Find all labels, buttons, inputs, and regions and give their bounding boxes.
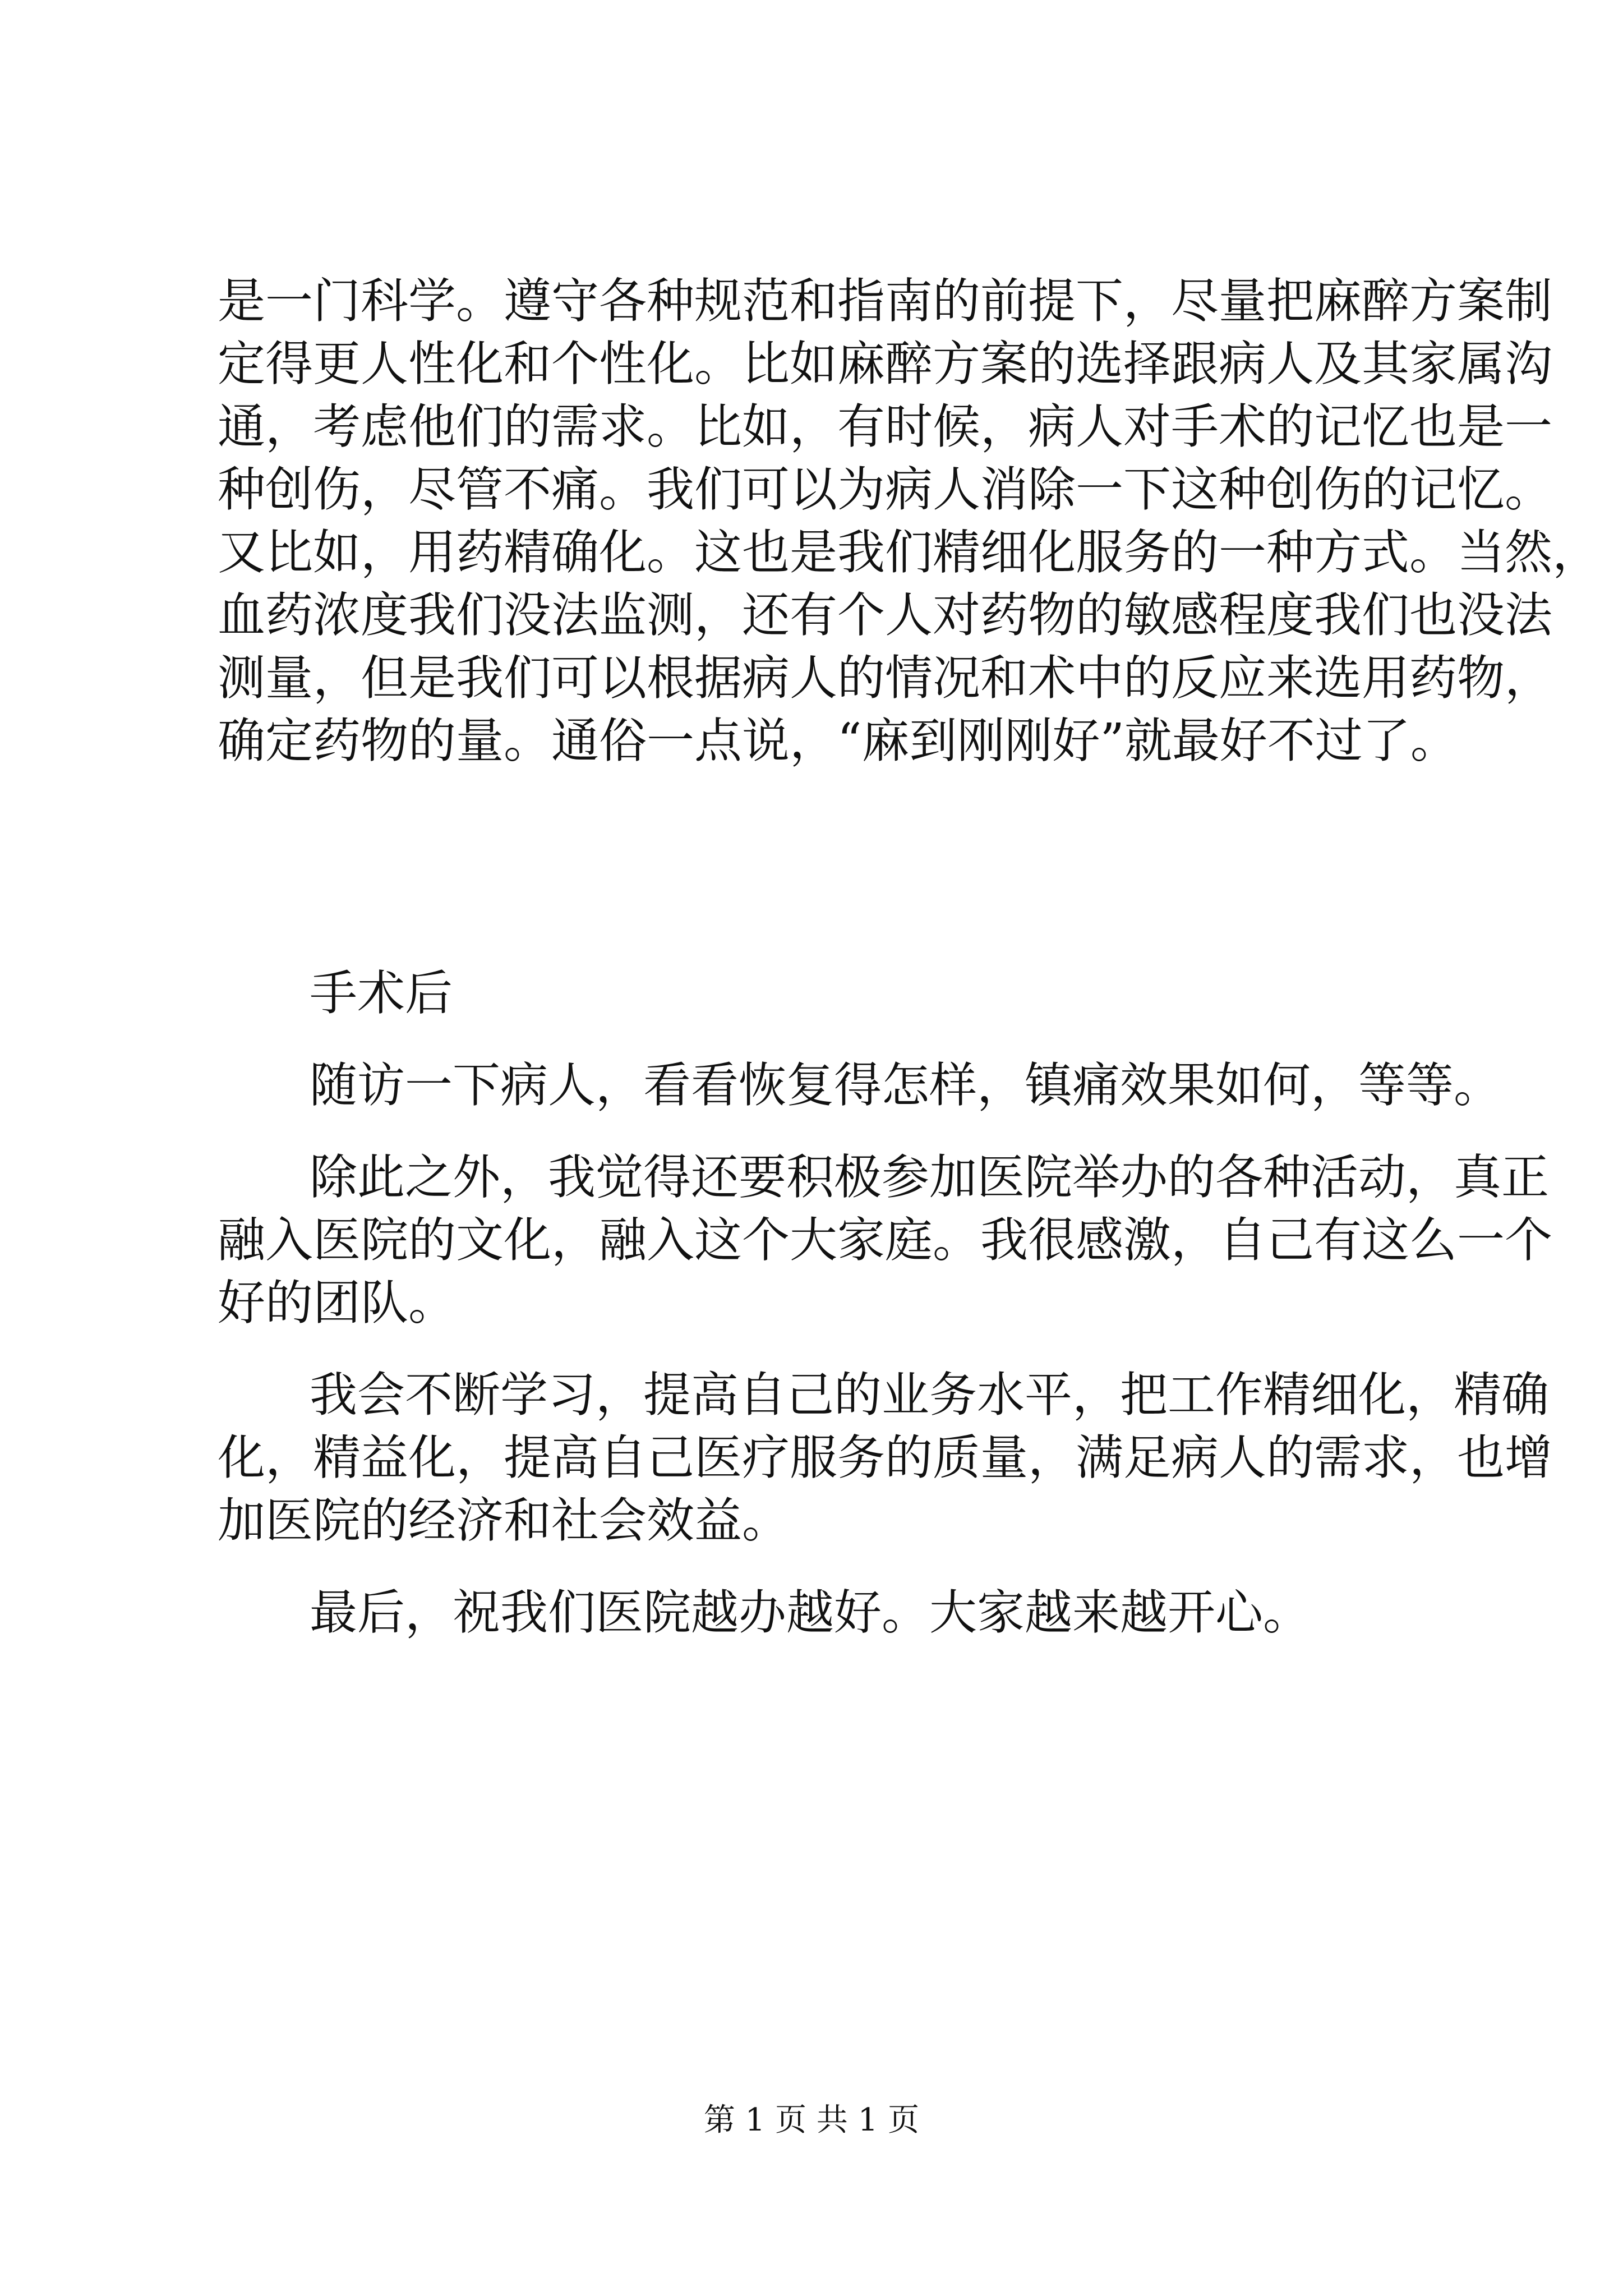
text-line: 好的团队。	[218, 1276, 457, 1331]
text-line: 定得更人性化和个性化。比如麻醉方案的选择跟病人及其家属沟	[218, 337, 1553, 392]
page-number: 第 1 页 共 1 页	[703, 2102, 920, 2138]
paragraph	[218, 1582, 1311, 1645]
text-line: 种创伤，尽管不痛。我们可以为病人消除一下这种创伤的记忆。	[218, 462, 1553, 518]
paragraph	[218, 1055, 1501, 1117]
text-line: 血药浓度我们没法监测，还有个人对药物的敏感程度我们也没法	[218, 588, 1553, 643]
text-line: 测量，但是我们可以根据病人的情况和术中的反应来选用药物，	[218, 651, 1553, 706]
text-line: 最后，祝我们医院越办越好。大家越来越开心。	[310, 1585, 1311, 1641]
section-heading	[218, 963, 453, 1025]
text-line: 确定药物的量。通俗一点说，“麻到刚刚好”就最好不过了。	[218, 714, 1458, 769]
text-line: 手术后	[310, 966, 453, 1022]
text-line: 加医院的经济和社会效益。	[218, 1493, 790, 1549]
text-line: 随访一下病人，看看恢复得怎样，镇痛效果如何，等等。	[310, 1058, 1502, 1114]
text-line: 通，考虑他们的需求。比如，有时候，病人对手术的记忆也是一	[218, 399, 1553, 455]
text-line: 我会不断学习，提高自己的业务水平，把工作精细化，精确	[310, 1368, 1550, 1423]
page-footer	[0, 2101, 1623, 2140]
text-line: 除此之外，我觉得还要积极参加医院举办的各种活动，真正	[310, 1150, 1550, 1205]
text-line: 又比如，用药精确化。这也是我们精细化服务的一种方式。当然，	[218, 525, 1601, 581]
text-line: 是一门科学。遵守各种规范和指南的前提下，尽量把麻醉方案制	[218, 274, 1553, 329]
text-line: 化，精益化，提高自己医疗服务的质量，满足病人的需求，也增	[218, 1430, 1553, 1486]
text-line: 融入医院的文化，融入这个大家庭。我很感激，自己有这么一个	[218, 1213, 1553, 1268]
paragraph	[218, 270, 1600, 773]
paragraph	[218, 1147, 1552, 1335]
paragraph	[218, 1364, 1552, 1553]
